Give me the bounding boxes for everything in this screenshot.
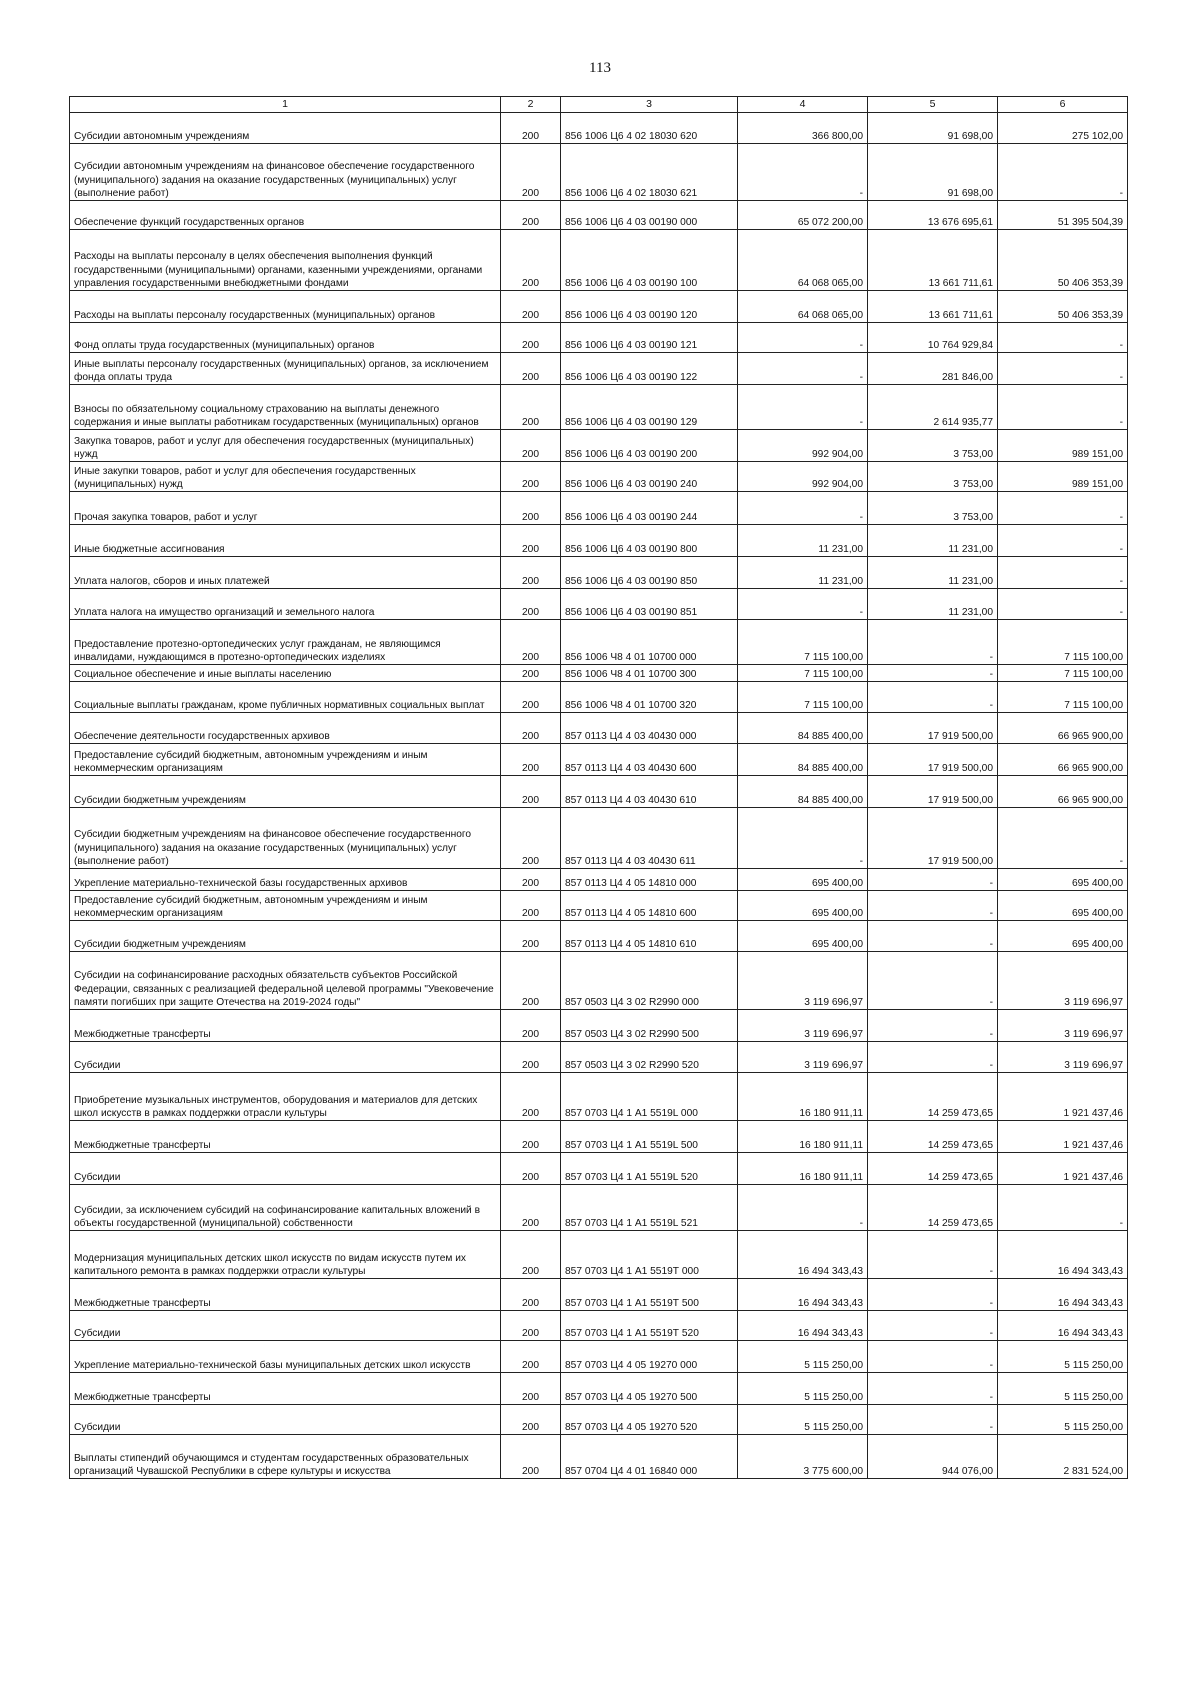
row-budget-code-cell: 857 0113 Ц4 4 03 40430 611 [561,808,738,869]
row-line-code-cell: 200 [501,430,561,462]
row-budget-code-cell: 856 1006 Ц6 4 03 00190 122 [561,353,738,385]
row-approved-cell: 3 119 696,97 [738,1010,868,1042]
row-unexecuted-cell: 16 494 343,43 [998,1279,1128,1311]
row-line-code-cell: 200 [501,201,561,230]
row-approved-cell: 695 400,00 [738,921,868,952]
row-executed-cell: 14 259 473,65 [868,1073,998,1121]
row-name-cell: Расходы на выплаты персоналу государственных (муниципальных) органов [70,291,501,323]
row-name-cell: Предоставление субсидий бюджетным, автономным учреждениям и иным некоммерческим организациям [70,891,501,921]
row-approved-cell: 84 885 400,00 [738,776,868,808]
row-name-cell: Субсидии [70,1153,501,1185]
row-unexecuted-cell: - [998,525,1128,557]
table-row [70,113,1128,144]
row-budget-code-cell: 856 1006 Ц6 4 03 00190 850 [561,557,738,589]
row-name-cell: Модернизация муниципальных детских школ искусств по видам искусств путем их капитального ремонта в рамках поддержки отрасли культуры [70,1231,501,1279]
row-name-cell: Уплата налогов, сборов и иных платежей [70,557,501,589]
table-row [70,776,1128,808]
table-row [70,620,1128,665]
row-budget-code-cell: 856 1006 Ц6 4 03 00190 100 [561,230,738,291]
row-name-cell: Закупка товаров, работ и услуг для обеспечения государственных (муниципальных) нужд [70,430,501,462]
row-approved-cell: 5 115 250,00 [738,1341,868,1373]
row-name-cell: Субсидии автономным учреждениям на финансовое обеспечение государственного (муниципального) задания на оказание государственных (муниципальных) услуг (выполнение работ) [70,144,501,201]
row-line-code-cell: 200 [501,1405,561,1435]
row-executed-cell: 944 076,00 [868,1435,998,1479]
row-name-cell: Межбюджетные трансферты [70,1373,501,1405]
row-executed-cell: 17 919 500,00 [868,744,998,776]
row-approved-cell: 16 180 911,11 [738,1153,868,1185]
row-line-code-cell: 200 [501,1279,561,1311]
row-line-code-cell: 200 [501,869,561,891]
row-name-cell: Субсидии [70,1405,501,1435]
row-approved-cell: 11 231,00 [738,557,868,589]
row-unexecuted-cell: 5 115 250,00 [998,1405,1128,1435]
row-line-code-cell: 200 [501,462,561,492]
row-name-cell: Субсидии бюджетным учреждениям [70,921,501,952]
table-row [70,1073,1128,1121]
row-budget-code-cell: 857 0703 Ц4 1 А1 5519L 000 [561,1073,738,1121]
row-approved-cell: 16 180 911,11 [738,1121,868,1153]
row-approved-cell: 64 068 065,00 [738,230,868,291]
row-line-code-cell: 200 [501,1341,561,1373]
page-number: 113 [589,60,611,76]
table-row [70,665,1128,682]
table-row [70,323,1128,353]
row-unexecuted-cell: 66 965 900,00 [998,713,1128,744]
row-name-cell: Иные закупки товаров, работ и услуг для обеспечения государственных (муниципальных) нужд [70,462,501,492]
budget-table [69,96,1128,1479]
row-unexecuted-cell: 5 115 250,00 [998,1373,1128,1405]
table-row [70,1279,1128,1311]
table-row [70,1311,1128,1341]
row-unexecuted-cell: 66 965 900,00 [998,776,1128,808]
row-executed-cell: 3 753,00 [868,492,998,525]
row-approved-cell: - [738,808,868,869]
row-line-code-cell: 200 [501,808,561,869]
row-executed-cell: - [868,1042,998,1073]
table-row [70,891,1128,921]
row-approved-cell: 3 775 600,00 [738,1435,868,1479]
row-line-code-cell: 200 [501,682,561,713]
column-header: 4 [738,97,868,113]
row-line-code-cell: 200 [501,589,561,620]
row-budget-code-cell: 856 1006 Ц6 4 03 00190 240 [561,462,738,492]
row-approved-cell: 5 115 250,00 [738,1405,868,1435]
row-budget-code-cell: 857 0503 Ц4 3 02 R2990 000 [561,952,738,1010]
column-header: 2 [501,97,561,113]
row-budget-code-cell: 856 1006 Ц6 4 03 00190 129 [561,385,738,430]
table-row [70,921,1128,952]
row-name-cell: Прочая закупка товаров, работ и услуг [70,492,501,525]
row-unexecuted-cell: - [998,385,1128,430]
row-budget-code-cell: 857 0113 Ц4 4 05 14810 600 [561,891,738,921]
row-unexecuted-cell: - [998,323,1128,353]
row-budget-code-cell: 857 0503 Ц4 3 02 R2990 500 [561,1010,738,1042]
row-approved-cell: 695 400,00 [738,891,868,921]
row-approved-cell: - [738,589,868,620]
row-approved-cell: 16 494 343,43 [738,1311,868,1341]
row-budget-code-cell: 857 0503 Ц4 3 02 R2990 520 [561,1042,738,1073]
row-executed-cell: 2 614 935,77 [868,385,998,430]
row-line-code-cell: 200 [501,620,561,665]
row-approved-cell: 16 180 911,11 [738,1073,868,1121]
row-name-cell: Иные выплаты персоналу государственных (муниципальных) органов, за исключением фонда оплаты труда [70,353,501,385]
row-executed-cell: 281 846,00 [868,353,998,385]
row-unexecuted-cell: 3 119 696,97 [998,1042,1128,1073]
row-unexecuted-cell: - [998,1185,1128,1231]
row-line-code-cell: 200 [501,291,561,323]
row-unexecuted-cell: - [998,808,1128,869]
row-budget-code-cell: 857 0704 Ц4 4 01 16840 000 [561,1435,738,1479]
row-name-cell: Социальные выплаты гражданам, кроме публичных нормативных социальных выплат [70,682,501,713]
row-approved-cell: 11 231,00 [738,525,868,557]
column-header: 3 [561,97,738,113]
table-row [70,1042,1128,1073]
table-row [70,430,1128,462]
row-budget-code-cell: 856 1006 Ч8 4 01 10700 300 [561,665,738,682]
row-unexecuted-cell: 989 151,00 [998,430,1128,462]
row-budget-code-cell: 856 1006 Ц6 4 03 00190 120 [561,291,738,323]
table-row [70,353,1128,385]
table-row [70,1231,1128,1279]
table-row [70,144,1128,201]
row-unexecuted-cell: 66 965 900,00 [998,744,1128,776]
row-executed-cell: 14 259 473,65 [868,1153,998,1185]
row-line-code-cell: 200 [501,1185,561,1231]
row-approved-cell: 366 800,00 [738,113,868,144]
table-row [70,1435,1128,1479]
row-unexecuted-cell: 50 406 353,39 [998,291,1128,323]
row-budget-code-cell: 856 1006 Ч8 4 01 10700 000 [561,620,738,665]
row-line-code-cell: 200 [501,1231,561,1279]
row-executed-cell: - [868,665,998,682]
table-row [70,744,1128,776]
row-approved-cell: 84 885 400,00 [738,744,868,776]
row-name-cell: Межбюджетные трансферты [70,1121,501,1153]
row-budget-code-cell: 856 1006 Ц6 4 03 00190 800 [561,525,738,557]
row-approved-cell: 992 904,00 [738,462,868,492]
row-executed-cell: 11 231,00 [868,589,998,620]
row-name-cell: Предоставление субсидий бюджетным, автономным учреждениям и иным некоммерческим организациям [70,744,501,776]
row-executed-cell: - [868,1010,998,1042]
row-approved-cell: - [738,385,868,430]
row-approved-cell: - [738,1185,868,1231]
row-budget-code-cell: 857 0703 Ц4 1 А1 5519L 500 [561,1121,738,1153]
row-executed-cell: 17 919 500,00 [868,776,998,808]
column-header: 1 [70,97,501,113]
table-row [70,713,1128,744]
row-budget-code-cell: 857 0703 Ц4 4 05 19270 520 [561,1405,738,1435]
row-line-code-cell: 200 [501,525,561,557]
table-row [70,1341,1128,1373]
row-line-code-cell: 200 [501,1121,561,1153]
row-executed-cell: - [868,1311,998,1341]
row-unexecuted-cell: 5 115 250,00 [998,1341,1128,1373]
row-unexecuted-cell: 7 115 100,00 [998,682,1128,713]
column-number-row [70,97,1128,113]
row-name-cell: Укрепление материально-технической базы муниципальных детских школ искусств [70,1341,501,1373]
row-line-code-cell: 200 [501,1073,561,1121]
row-line-code-cell: 200 [501,230,561,291]
row-approved-cell: - [738,353,868,385]
row-budget-code-cell: 856 1006 Ч8 4 01 10700 320 [561,682,738,713]
row-unexecuted-cell: 989 151,00 [998,462,1128,492]
row-budget-code-cell: 857 0113 Ц4 4 03 40430 610 [561,776,738,808]
row-name-cell: Укрепление материально-технической базы государственных архивов [70,869,501,891]
row-executed-cell: - [868,891,998,921]
row-executed-cell: - [868,869,998,891]
row-budget-code-cell: 857 0703 Ц4 1 А1 5519Т 000 [561,1231,738,1279]
row-executed-cell: - [868,1231,998,1279]
row-executed-cell: - [868,620,998,665]
row-approved-cell: 7 115 100,00 [738,665,868,682]
row-executed-cell: - [868,1341,998,1373]
row-name-cell: Фонд оплаты труда государственных (муниципальных) органов [70,323,501,353]
row-budget-code-cell: 857 0113 Ц4 4 05 14810 000 [561,869,738,891]
row-unexecuted-cell: 2 831 524,00 [998,1435,1128,1479]
row-approved-cell: 16 494 343,43 [738,1279,868,1311]
table-row [70,291,1128,323]
row-budget-code-cell: 857 0703 Ц4 1 А1 5519L 520 [561,1153,738,1185]
row-unexecuted-cell: - [998,353,1128,385]
row-unexecuted-cell: 16 494 343,43 [998,1231,1128,1279]
row-line-code-cell: 200 [501,776,561,808]
row-budget-code-cell: 857 0703 Ц4 4 05 19270 000 [561,1341,738,1373]
row-name-cell: Обеспечение деятельности государственных архивов [70,713,501,744]
row-name-cell: Межбюджетные трансферты [70,1279,501,1311]
row-line-code-cell: 200 [501,744,561,776]
row-budget-code-cell: 856 1006 Ц6 4 03 00190 851 [561,589,738,620]
row-budget-code-cell: 856 1006 Ц6 4 03 00190 121 [561,323,738,353]
row-budget-code-cell: 857 0113 Ц4 4 05 14810 610 [561,921,738,952]
column-header: 5 [868,97,998,113]
row-line-code-cell: 200 [501,1373,561,1405]
row-name-cell: Выплаты стипендий обучающимся и студентам государственных образовательных организаций Чувашской Республики в сфере культуры и искусства [70,1435,501,1479]
row-line-code-cell: 200 [501,385,561,430]
row-line-code-cell: 200 [501,713,561,744]
row-approved-cell: 3 119 696,97 [738,1042,868,1073]
row-approved-cell: 84 885 400,00 [738,713,868,744]
table-row [70,1010,1128,1042]
row-line-code-cell: 200 [501,144,561,201]
row-executed-cell: 91 698,00 [868,144,998,201]
row-approved-cell: - [738,323,868,353]
row-approved-cell: 992 904,00 [738,430,868,462]
table-row [70,525,1128,557]
row-unexecuted-cell: - [998,557,1128,589]
row-executed-cell: 14 259 473,65 [868,1185,998,1231]
table-row [70,1373,1128,1405]
row-name-cell: Расходы на выплаты персоналу в целях обеспечения выполнения функций государственными (муниципальными) органами, казенными учреждениями, органами управления государственными внебюджетными фондами [70,230,501,291]
row-line-code-cell: 200 [501,353,561,385]
row-line-code-cell: 200 [501,1153,561,1185]
row-unexecuted-cell: 51 395 504,39 [998,201,1128,230]
table-row [70,385,1128,430]
row-budget-code-cell: 856 1006 Ц6 4 03 00190 000 [561,201,738,230]
row-budget-code-cell: 857 0703 Ц4 1 А1 5519Т 500 [561,1279,738,1311]
row-executed-cell: 13 661 711,61 [868,230,998,291]
row-line-code-cell: 200 [501,665,561,682]
table-row [70,952,1128,1010]
row-unexecuted-cell: 275 102,00 [998,113,1128,144]
row-executed-cell: - [868,1279,998,1311]
row-budget-code-cell: 856 1006 Ц6 4 03 00190 200 [561,430,738,462]
row-unexecuted-cell: 1 921 437,46 [998,1153,1128,1185]
row-executed-cell: 17 919 500,00 [868,808,998,869]
row-executed-cell: 3 753,00 [868,430,998,462]
row-executed-cell: 3 753,00 [868,462,998,492]
row-approved-cell: 5 115 250,00 [738,1373,868,1405]
row-approved-cell: 7 115 100,00 [738,620,868,665]
row-name-cell: Социальное обеспечение и иные выплаты населению [70,665,501,682]
row-approved-cell: 64 068 065,00 [738,291,868,323]
table-row [70,201,1128,230]
row-name-cell: Приобретение музыкальных инструментов, оборудования и материалов для детских школ искусств в рамках поддержки отрасли культуры [70,1073,501,1121]
row-approved-cell: 3 119 696,97 [738,952,868,1010]
row-executed-cell: - [868,682,998,713]
row-unexecuted-cell: - [998,144,1128,201]
table-row [70,1121,1128,1153]
row-budget-code-cell: 857 0113 Ц4 4 03 40430 000 [561,713,738,744]
table-row [70,1153,1128,1185]
row-approved-cell: 16 494 343,43 [738,1231,868,1279]
row-line-code-cell: 200 [501,323,561,353]
column-header: 6 [998,97,1128,113]
row-budget-code-cell: 856 1006 Ц6 4 02 18030 620 [561,113,738,144]
row-budget-code-cell: 857 0113 Ц4 4 03 40430 600 [561,744,738,776]
row-line-code-cell: 200 [501,113,561,144]
table-row [70,230,1128,291]
row-unexecuted-cell: 3 119 696,97 [998,1010,1128,1042]
table-body [70,113,1128,1479]
row-unexecuted-cell: 1 921 437,46 [998,1073,1128,1121]
row-name-cell: Взносы по обязательному социальному страхованию на выплаты денежного содержания и иные выплаты работникам государственных (муниципальных) органов [70,385,501,430]
row-name-cell: Субсидии бюджетным учреждениям на финансовое обеспечение государственного (муниципального) задания на оказание государственных (муниципальных) услуг (выполнение работ) [70,808,501,869]
row-name-cell: Субсидии [70,1042,501,1073]
row-executed-cell: 14 259 473,65 [868,1121,998,1153]
row-line-code-cell: 200 [501,952,561,1010]
row-approved-cell: - [738,492,868,525]
row-name-cell: Субсидии бюджетным учреждениям [70,776,501,808]
table-row [70,462,1128,492]
row-approved-cell: 695 400,00 [738,869,868,891]
row-budget-code-cell: 857 0703 Ц4 4 05 19270 500 [561,1373,738,1405]
table-row [70,682,1128,713]
row-line-code-cell: 200 [501,1311,561,1341]
row-line-code-cell: 200 [501,1042,561,1073]
row-unexecuted-cell: 695 400,00 [998,921,1128,952]
row-unexecuted-cell: 16 494 343,43 [998,1311,1128,1341]
row-name-cell: Межбюджетные трансферты [70,1010,501,1042]
row-budget-code-cell: 857 0703 Ц4 1 А1 5519L 521 [561,1185,738,1231]
row-executed-cell: 13 661 711,61 [868,291,998,323]
row-executed-cell: 11 231,00 [868,525,998,557]
row-approved-cell: 65 072 200,00 [738,201,868,230]
row-executed-cell: - [868,921,998,952]
row-unexecuted-cell: 1 921 437,46 [998,1121,1128,1153]
row-unexecuted-cell: - [998,589,1128,620]
row-name-cell: Субсидии на софинансирование расходных обязательств субъектов Российской Федерации, связанных с реализацией федеральной целевой программы "Увековечение памяти погибших при защите Отечества на 2019-2024 годы" [70,952,501,1010]
row-approved-cell: - [738,144,868,201]
table-row [70,808,1128,869]
row-executed-cell: - [868,1373,998,1405]
table-row [70,492,1128,525]
row-unexecuted-cell: - [998,492,1128,525]
row-unexecuted-cell: 7 115 100,00 [998,620,1128,665]
row-unexecuted-cell: 695 400,00 [998,869,1128,891]
table-row [70,869,1128,891]
row-budget-code-cell: 856 1006 Ц6 4 02 18030 621 [561,144,738,201]
row-executed-cell: 11 231,00 [868,557,998,589]
row-name-cell: Субсидии автономным учреждениям [70,113,501,144]
row-line-code-cell: 200 [501,1435,561,1479]
row-name-cell: Предоставление протезно-ортопедических услуг гражданам, не являющимся инвалидами, нуждающимся в протезно-ортопедических изделиях [70,620,501,665]
row-unexecuted-cell: 7 115 100,00 [998,665,1128,682]
table-row [70,557,1128,589]
row-unexecuted-cell: 50 406 353,39 [998,230,1128,291]
row-name-cell: Обеспечение функций государственных органов [70,201,501,230]
row-executed-cell: 17 919 500,00 [868,713,998,744]
row-approved-cell: 7 115 100,00 [738,682,868,713]
row-name-cell: Субсидии [70,1311,501,1341]
row-line-code-cell: 200 [501,492,561,525]
row-executed-cell: 91 698,00 [868,113,998,144]
table-row [70,1185,1128,1231]
row-name-cell: Уплата налога на имущество организаций и земельного налога [70,589,501,620]
row-executed-cell: 10 764 929,84 [868,323,998,353]
row-unexecuted-cell: 3 119 696,97 [998,952,1128,1010]
row-executed-cell: 13 676 695,61 [868,201,998,230]
row-unexecuted-cell: 695 400,00 [998,891,1128,921]
row-name-cell: Субсидии, за исключением субсидий на софинансирование капитальных вложений в объекты государственной (муниципальной) собственности [70,1185,501,1231]
row-executed-cell: - [868,952,998,1010]
row-line-code-cell: 200 [501,921,561,952]
row-line-code-cell: 200 [501,891,561,921]
row-name-cell: Иные бюджетные ассигнования [70,525,501,557]
row-executed-cell: - [868,1405,998,1435]
row-line-code-cell: 200 [501,557,561,589]
table-row [70,589,1128,620]
row-budget-code-cell: 856 1006 Ц6 4 03 00190 244 [561,492,738,525]
table-row [70,1405,1128,1435]
row-line-code-cell: 200 [501,1010,561,1042]
row-budget-code-cell: 857 0703 Ц4 1 А1 5519Т 520 [561,1311,738,1341]
